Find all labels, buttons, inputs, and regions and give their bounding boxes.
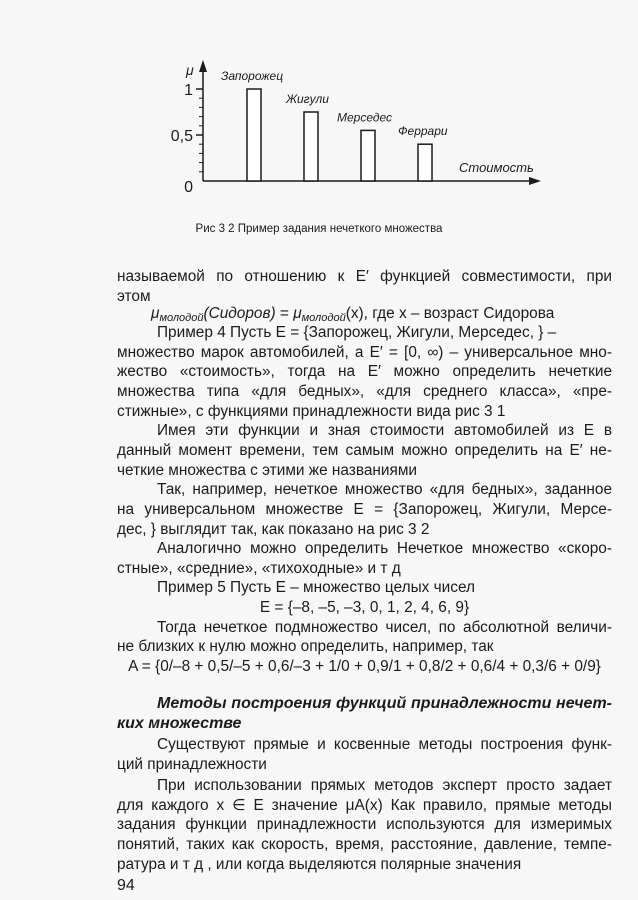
paragraph-6: Пример 5 Пусть E – множество целых чисел [157, 579, 475, 596]
paragraph-2-line-2: множество марок автомобилей, а E′ = [0, ∞) – универсальное мно- [117, 344, 612, 361]
paragraph-5-line-2: стные», «средние», «тихоходные» и т д [117, 560, 401, 577]
formula-set-a: A = {0/–8 + 0,5/–5 + 0,6/–3 + 1/0 + 0,9/1 + 0,8/2 + 0,6/4 + 0,3/6 + 0/9} [128, 658, 601, 675]
y-tick-label: 0,5 [170, 128, 193, 145]
paragraph-3-line-3: четкие множества с этими же названиями [117, 462, 418, 479]
paragraph-2-line-1: Пример 4 Пусть E = {Запорожец, Жигули, Мерседес, } – [157, 324, 557, 341]
formula-subscript-2: молодой [301, 312, 346, 324]
bar-category-label: Мерседес [337, 110, 393, 125]
formula-equals: = [275, 305, 294, 322]
membership-chart [0, 0, 638, 215]
figure-caption: Рис 3 2 Пример задания нечеткого множества [195, 223, 443, 235]
paragraph-2-line-3: жество «стоимость», тогда на E′ можно определить нечеткие [117, 363, 612, 380]
paragraph-8-line-1: Существуют прямые и косвенные методы построения функ- [157, 736, 612, 753]
paragraph-9-line-2: для каждого x ∈ E значение μA(x) Как правило, прямые методы [117, 797, 612, 814]
page-number: 94 [117, 877, 135, 894]
y-tick-label: 1 [184, 82, 193, 99]
formula-mu-young [151, 304, 554, 325]
paragraph-1-line-1: называемой по отношению к E′ функцией совместимости, при [117, 268, 612, 285]
bar [418, 144, 432, 181]
bar-category-label: Жигули [286, 92, 329, 106]
bar [361, 130, 375, 181]
paragraph-4-line-2: на универсальном множестве E = {Запорожец, Жигули, Мерсе- [117, 501, 612, 518]
y-tick-label: 0 [184, 179, 193, 196]
paragraph-2-line-4: множества типа «для бедных», «для среднего класса», «пре- [117, 383, 612, 400]
bar-category-label: Феррари [398, 124, 448, 139]
paragraph-9-line-1: При использовании прямых методов эксперт просто задает [157, 777, 612, 794]
y-axis-arrow [199, 60, 207, 72]
paragraph-9-line-5: ратура и т д , или когда выделяются полярные значения [117, 856, 522, 873]
paragraph-7-line-2: не близких к нулю можно определить, например, так [117, 638, 494, 655]
bar [247, 89, 261, 181]
paragraph-5-line-1: Аналогично можно определить Нечеткое множество «скоро- [157, 540, 612, 557]
paragraph-8-line-2: ций принадлежности [117, 756, 267, 773]
bar [304, 112, 318, 181]
formula-mu-symbol-2: μ [293, 305, 302, 322]
paragraph-3-line-1: Имея эти функции и зная стоимости автомобилей из E в [157, 422, 612, 439]
formula-subscript: молодой [159, 312, 204, 324]
bar-category-label: Запорожец [221, 69, 284, 83]
formula-set-e: E = {–8, –5, –3, 0, 1, 2, 4, 6, 9} [259, 599, 470, 616]
paragraph-1-line-2: этом [117, 288, 151, 305]
x-axis-label: Стоимость [459, 160, 534, 175]
formula-argument: (Сидоров) [203, 305, 276, 322]
paragraph-2-line-5: стижные», с функциями принадлежности вида рис 3 1 [117, 403, 506, 420]
section-heading-line-1: Методы построения функций принадлежности нечет- [157, 695, 612, 712]
formula-rest: (x), где x – возраст Сидорова [345, 305, 555, 322]
paragraph-4-line-1: Так, например, нечеткое множество «для бедных», заданное [157, 481, 612, 498]
paragraph-9-line-3: задания функции принадлежности используются для измеримых [117, 816, 612, 833]
formula-mu-symbol: μ [151, 305, 160, 322]
paragraph-9-line-4: понятий, таких как скорость, время, расстояние, давление, темпе- [117, 836, 612, 853]
paragraph-7-line-1: Тогда нечеткое подмножество чисел, по абсолютной величи- [157, 619, 612, 636]
x-axis-arrow [529, 177, 541, 185]
y-axis-label: μ [186, 62, 194, 78]
paragraph-4-line-3: дес, } выглядит так, как показано на рис 3 2 [117, 521, 430, 538]
section-heading-line-2: ких множестве [117, 715, 242, 732]
paragraph-3-line-2: данный момент времени, тем самым можно определить на E′ не- [117, 442, 612, 459]
